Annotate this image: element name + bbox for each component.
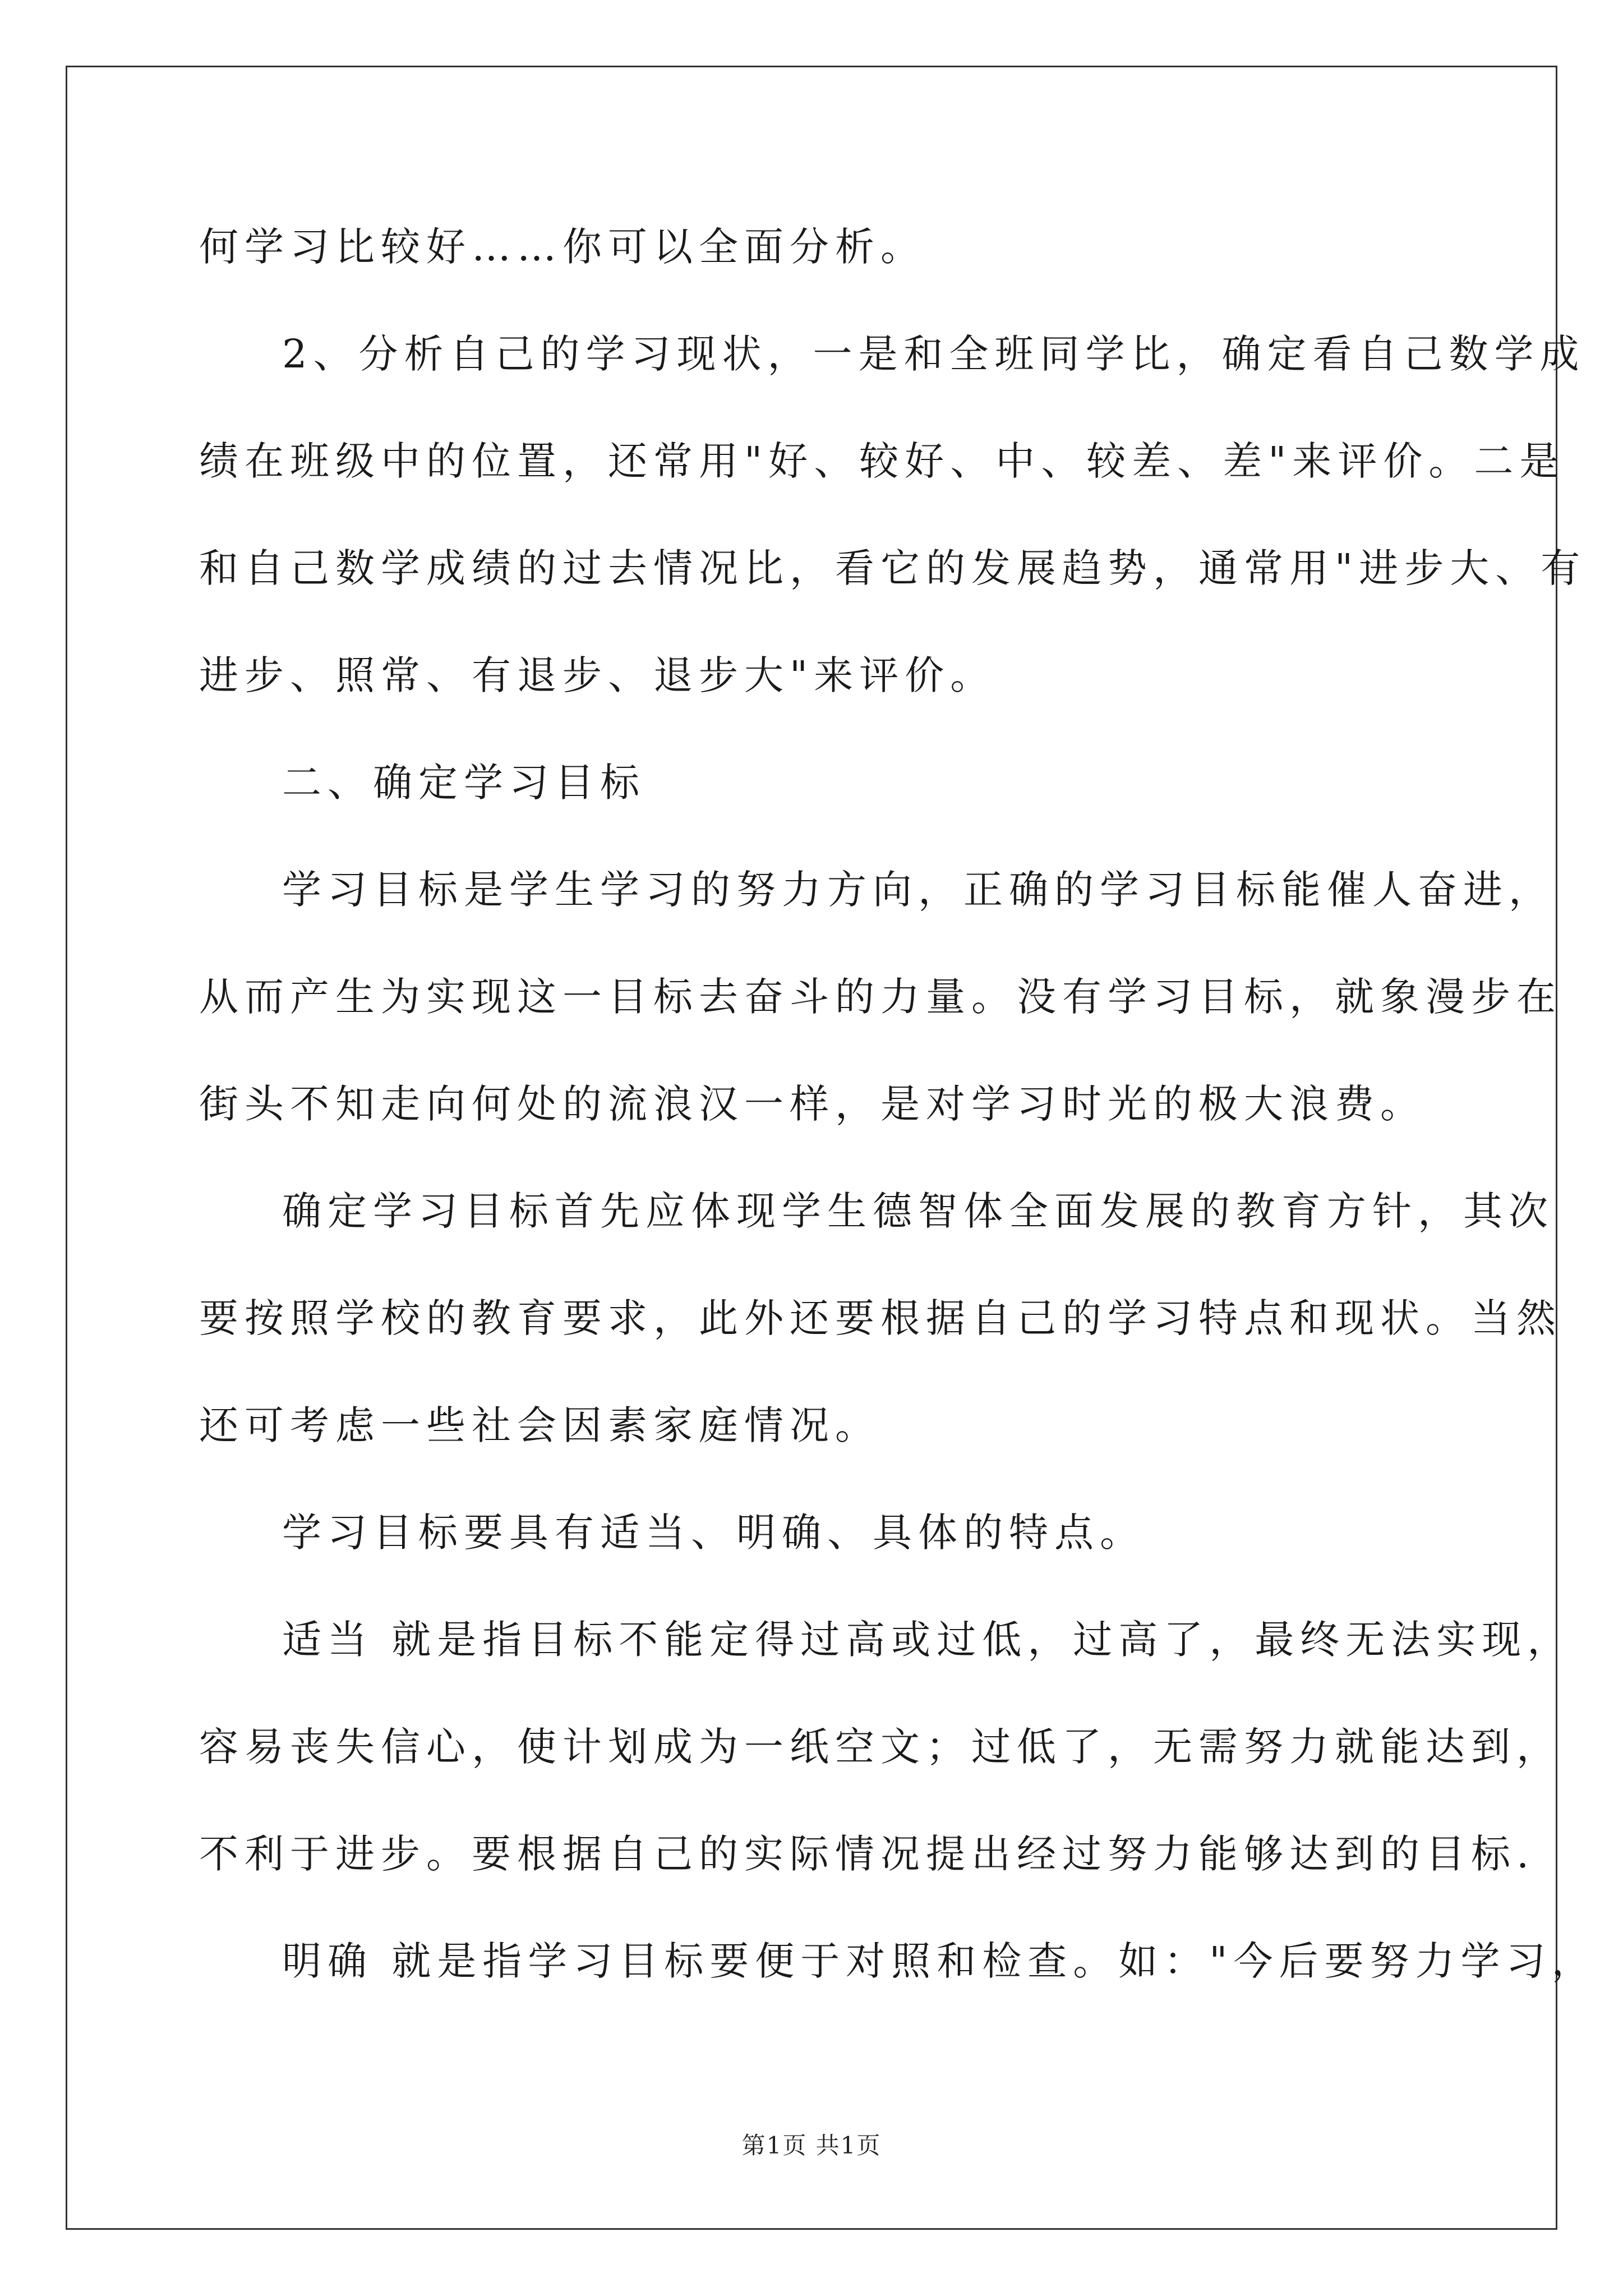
paragraph-start-line: 确定学习目标首先应体现学生德智体全面发展的教育方针，其次: [282, 1188, 1554, 1234]
text-line: 街头不知走向何处的流浪汉一样，是对学习时光的极大浪费。: [199, 1081, 1426, 1127]
text-line: 从而产生为实现这一目标去奋斗的力量。没有学习目标，就象漫步在: [199, 974, 1562, 1020]
paragraph-start-line: 明确 就是指学习目标要便于对照和检查。如："今后要努力学习，: [282, 1938, 1597, 1984]
document-body: [199, 194, 1597, 2015]
page-footer: 第1页 共1页: [741, 2132, 882, 2159]
paragraph-start-line: 2、分析自己的学习现状，一是和全班同学比，确定看自己数学成: [282, 331, 1585, 377]
paragraph-start-line: 适当 就是指目标不能定得过高或过低，过高了，最终无法实现，: [282, 1617, 1573, 1663]
text-line: 要按照学校的教育要求，此外还要根据自己的学习特点和现状。当然: [199, 1295, 1562, 1341]
text-line: 不利于进步。要根据自己的实际情况提出经过努力能够达到的目标.: [199, 1831, 1536, 1877]
paragraph-start-line: 学习目标是学生学习的努力方向，正确的学习目标能催人奋进，: [282, 867, 1554, 913]
text-line: 还可考虑一些社会因素家庭情况。: [199, 1402, 880, 1448]
text-line: 容易丧失信心，使计划成为一纸空文；过低了，无需努力就能达到，: [199, 1724, 1562, 1770]
paragraph-start-line: 学习目标要具有适当、明确、具体的特点。: [282, 1510, 1145, 1556]
text-line: 何学习比较好……你可以全面分析。: [199, 224, 926, 270]
text-line: 绩在班级中的位置，还常用"好、较好、中、较差、差"来评价。二是: [199, 438, 1565, 484]
text-line: 和自己数学成绩的过去情况比，看它的发展趋势，通常用"进步大、有: [199, 545, 1587, 591]
section-heading: 二、确定学习目标: [282, 760, 645, 806]
text-line: 进步、照常、有退步、退步大"来评价。: [199, 652, 996, 698]
